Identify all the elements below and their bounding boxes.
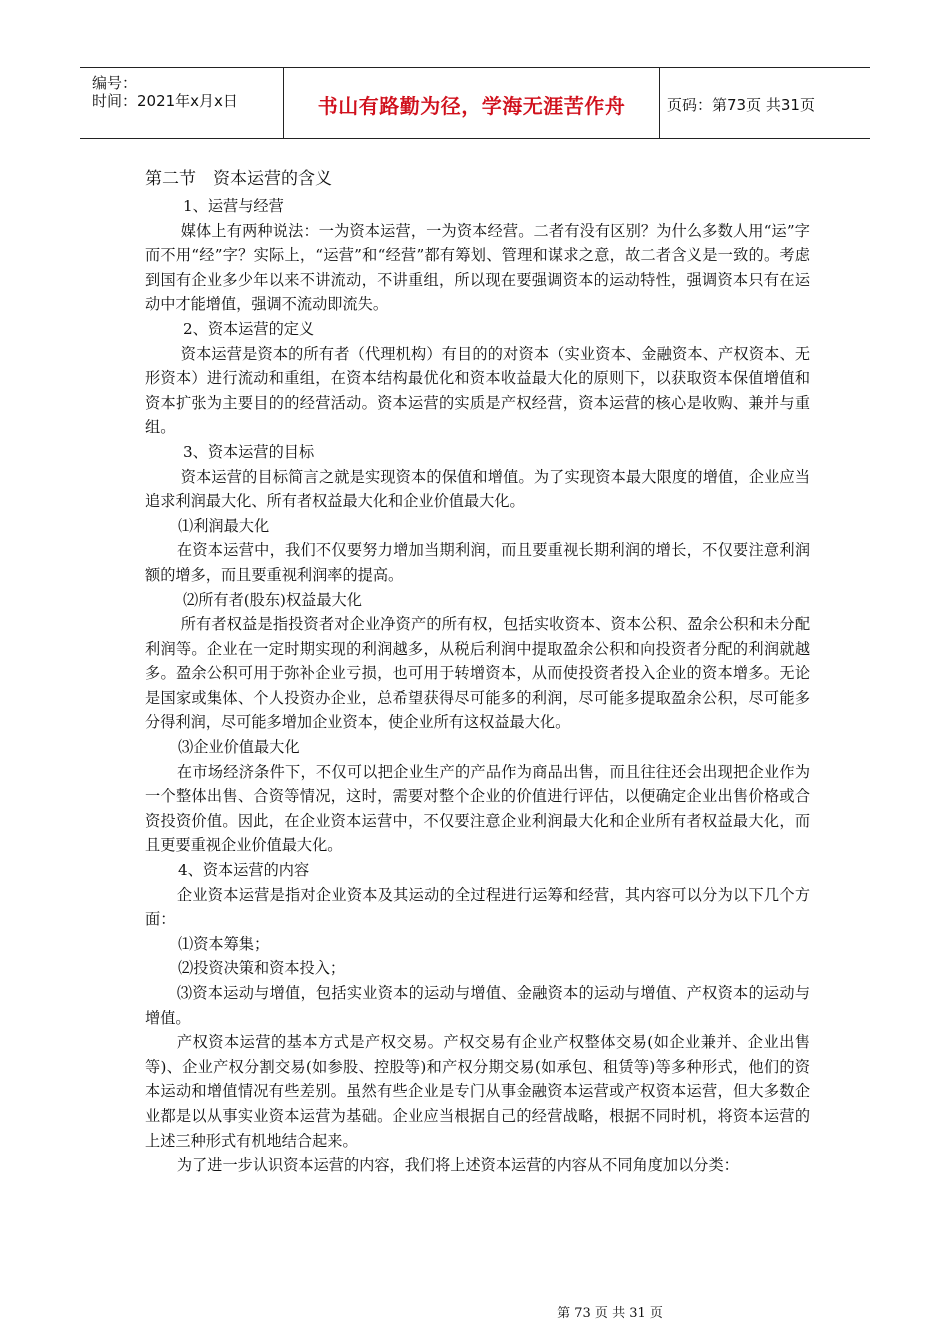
header-motto-cell [283, 68, 660, 138]
list-item: ⑵所有者(股东)权益最大化 [183, 590, 362, 609]
list-item: ⑴利润最大化 [178, 516, 270, 535]
list-item: ⑶资本运动与增值，包括实业资本的运动与增值、金融资本的运动与增值、产权资本的运动与增值。 [145, 984, 810, 1027]
subheading-1: 1、运营与经营 [183, 197, 284, 215]
document-body [145, 166, 810, 1178]
list-item: ⑵投资决策和资本投入； [178, 959, 346, 978]
motto-text: 书山有路勤为径，学海无涯苦作舟 [317, 94, 626, 118]
number-label: 编号： [92, 74, 138, 92]
subheading-2: 2、资本运营的定义 [183, 319, 315, 338]
paragraph: 资本运营的目标简言之就是实现资本的保值和增值。为了实现资本最大限度的增值，企业应当追求利润最大化、所有者权益最大化和企业价值最大化。 [145, 467, 810, 511]
section-title: 第二节 资本运营的含义 [145, 169, 332, 189]
subheading-3: 3、资本运营的目标 [183, 442, 315, 461]
paragraph: 企业资本运营是指对企业资本及其运动的全过程进行运筹和经营，其内容可以分为以下几个方面： [145, 885, 810, 929]
paragraph: 所有者权益是指投资者对企业净资产的所有权，包括实收资本、资本公积、盈余公积和未分配利润等。企业在一定时期实现的利润越多，从税后利润中提取盈余公积和向投资者分配的利润就越多。盈余公积可用于弥补企业亏损，也可用于转增资本，从而使投资者投入企业的资本增多。无论是国家或集体、个人投资办企业，总希望获得尽可能多的利润，尽可能多提取盈余公积，尽可能多分得利润，尽可能多增加企业资本，使企业所有这权益最大化。 [145, 615, 810, 732]
list-item: ⑶企业价值最大化 [178, 738, 300, 757]
header-info-cell [80, 68, 283, 138]
paragraph: 资本运营是资本的所有者（代理机构）有目的的对资本（实业资本、金融资本、产权资本、无形资本）进行流动和重组，在资本结构最优化和资本收益最大化的原则下，以获取资本保值增值和资本扩张为主要目的的经营活动。资本运营的实质是产权经营，资本运营的核心是收购、兼并与重组。 [145, 344, 810, 437]
subheading-4: 4、资本运营的内容 [178, 861, 310, 880]
time-label: 时间：2021年x月x日 [92, 92, 238, 110]
list-item: ⑴资本筹集； [178, 934, 270, 953]
header-page-cell [659, 68, 870, 138]
header-table [80, 67, 870, 139]
paragraph: 媒体上有两种说法：一为资本运营，一为资本经营。二者有没有区别？为什么多数人用“运”字而不用“经”字？实际上，“运营”和“经营”都有筹划、管理和谋求之意，故二者含义是一致的。考虑到国有企业多少年以来不讲流动，不讲重组，所以现在要强调资本的运动特性，强调资本只有在运动中才能增值，强调不流动即流失。 [145, 221, 810, 314]
paragraph: 在市场经济条件下，不仅可以把企业生产的产品作为商品出售，而且往往还会出现把企业作为一个整体出售、合资等情况，这时，需要对整个企业的价值进行评估，以便确定企业出售价格或合资投资价值。因此，在企业资本运营中，不仅要注意企业利润最大化和企业所有者权益最大化，而且更要重视企业价值最大化。 [145, 762, 810, 855]
paragraph: 在资本运营中，我们不仅要努力增加当期利润，而且要重视长期利润的增长，不仅要注意利润额的增多，而且要重视利润率的提高。 [145, 541, 810, 584]
paragraph: 产权资本运营的基本方式是产权交易。产权交易有企业产权整体交易(如企业兼并、企业出售等)、企业产权分割交易(如参股、控股等)和产权分期交易(如承包、租赁等)等多种形式，他们的资本运动和增值情况有些差别。虽然有些企业是专门从事金融资本运营或产权资本运营，但大多数企业都是以从事实业资本运营为基础。企业应当根据自己的经营战略，根据不同时机，将资本运营的上述三种形式有机地结合起来。 [145, 1033, 810, 1150]
page-footer: 第 73 页 共 31 页 [557, 1306, 663, 1321]
paragraph: 为了进一步认识资本运营的内容，我们将上述资本运营的内容从不同角度加以分类： [176, 1156, 739, 1175]
page-label: 页码：第73页 共31页 [667, 96, 815, 114]
